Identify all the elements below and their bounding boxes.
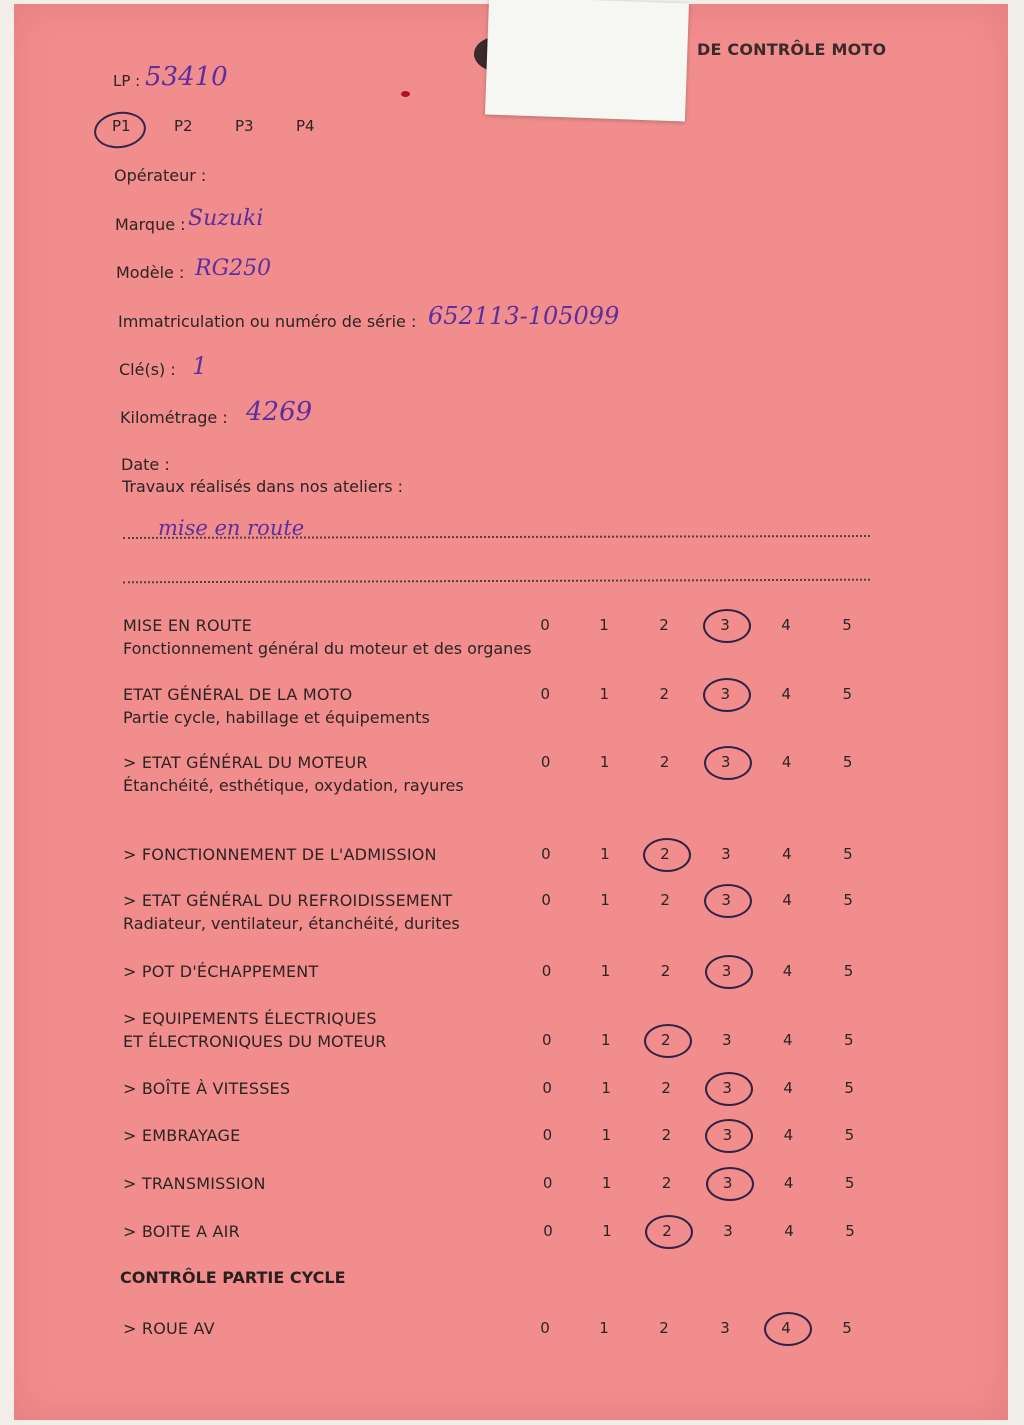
score-option-2[interactable]: 2: [660, 845, 670, 863]
score-option-2[interactable]: 2: [661, 1126, 672, 1144]
score-option-5[interactable]: 5: [842, 616, 852, 634]
tab-p4[interactable]: P4: [296, 117, 315, 135]
score-option-2[interactable]: 2: [659, 1319, 669, 1337]
score-option-2[interactable]: 2: [659, 685, 670, 703]
selected-score-circle: [703, 678, 751, 712]
score-option-1[interactable]: 1: [599, 1319, 609, 1337]
score-option-4[interactable]: 4: [784, 1222, 794, 1240]
score-option-1[interactable]: 1: [601, 1174, 612, 1192]
score-option-0[interactable]: 0: [541, 962, 552, 980]
score-option-3[interactable]: 3: [722, 1031, 732, 1049]
travaux-value: mise en route: [158, 516, 305, 540]
modele-value: RG250: [195, 256, 272, 281]
score-option-5[interactable]: 5: [842, 685, 853, 703]
row-title: > EQUIPEMENTS ÉLECTRIQUES: [123, 1009, 377, 1028]
selected-score-circle: [705, 955, 753, 989]
cles-label: Clé(s) :: [119, 360, 176, 379]
score-option-0[interactable]: 0: [542, 1079, 552, 1097]
km-value: 4269: [246, 397, 313, 427]
score-option-2[interactable]: 2: [662, 1222, 672, 1240]
modele-label: Modèle :: [116, 263, 185, 282]
score-option-4[interactable]: 4: [782, 891, 792, 909]
score-option-4[interactable]: 4: [783, 1174, 794, 1192]
score-option-0[interactable]: 0: [540, 685, 551, 703]
score-option-4[interactable]: 4: [782, 845, 792, 863]
travaux-label: Travaux réalisés dans nos ateliers :: [122, 477, 404, 496]
paper-sticker: [485, 0, 689, 121]
score-option-2[interactable]: 2: [660, 891, 670, 909]
score-option-0[interactable]: 0: [541, 891, 551, 909]
score-option-0[interactable]: 0: [542, 1174, 553, 1192]
score-option-3[interactable]: 3: [720, 685, 731, 703]
score-option-0[interactable]: 0: [542, 1031, 552, 1049]
score-option-0[interactable]: 0: [540, 753, 551, 771]
row-title: > TRANSMISSION: [123, 1174, 266, 1193]
score-option-1[interactable]: 1: [600, 845, 610, 863]
tab-p3[interactable]: P3: [235, 117, 254, 135]
selected-score-circle: [705, 1072, 753, 1106]
row-title: MISE EN ROUTE: [123, 616, 252, 635]
score-option-4[interactable]: 4: [783, 1031, 793, 1049]
score-option-2[interactable]: 2: [661, 1079, 671, 1097]
score-option-4[interactable]: 4: [781, 1319, 791, 1337]
score-option-5[interactable]: 5: [844, 1079, 854, 1097]
score-option-5[interactable]: 5: [844, 1126, 855, 1144]
score-option-3[interactable]: 3: [721, 962, 732, 980]
score-option-3[interactable]: 3: [723, 1222, 733, 1240]
score-option-1[interactable]: 1: [599, 685, 610, 703]
score-option-4[interactable]: 4: [783, 1079, 793, 1097]
immat-value: 652113-105099: [428, 302, 620, 330]
score-option-3[interactable]: 3: [720, 616, 730, 634]
selected-score-circle: [644, 1024, 692, 1058]
row-title: > ETAT GÉNÉRAL DU REFROIDISSEMENT: [123, 891, 453, 910]
date-label: Date :: [121, 455, 170, 474]
row-subtitle: Fonctionnement général du moteur et des organes: [123, 639, 532, 658]
lp-value: 53410: [145, 62, 228, 92]
score-option-1[interactable]: 1: [601, 1079, 611, 1097]
row-title: > ROUE AV: [123, 1319, 215, 1338]
row-title: > BOÎTE À VITESSES: [123, 1079, 291, 1098]
score-option-1[interactable]: 1: [599, 616, 609, 634]
score-option-5[interactable]: 5: [843, 962, 854, 980]
selected-score-circle: [706, 1167, 754, 1201]
score-option-2[interactable]: 2: [661, 1031, 671, 1049]
row-title: ETAT GÉNÉRAL DE LA MOTO: [123, 685, 353, 704]
row-subtitle: ET ÉLECTRONIQUES DU MOTEUR: [123, 1032, 387, 1051]
row-subtitle: Étanchéité, esthétique, oxydation, rayures: [123, 776, 464, 795]
score-option-3[interactable]: 3: [721, 891, 731, 909]
row-title: > BOITE A AIR: [123, 1222, 240, 1241]
marque-value: Suzuki: [188, 206, 264, 231]
tab-p1[interactable]: P1: [112, 117, 131, 135]
score-option-2[interactable]: 2: [659, 753, 670, 771]
score-option-4[interactable]: 4: [781, 685, 792, 703]
score-option-4[interactable]: 4: [781, 616, 791, 634]
score-option-1[interactable]: 1: [599, 753, 610, 771]
score-option-4[interactable]: 4: [781, 753, 792, 771]
row-title: > FONCTIONNEMENT DE L'ADMISSION: [123, 845, 437, 864]
ink-spot: [401, 91, 410, 97]
score-option-4[interactable]: 4: [783, 1126, 794, 1144]
row-title: > ETAT GÉNÉRAL DU MOTEUR: [123, 753, 368, 772]
score-option-0[interactable]: 0: [541, 845, 551, 863]
row-title: > POT D'ÉCHAPPEMENT: [123, 962, 319, 981]
page-title: DE CONTRÔLE MOTO: [697, 40, 887, 59]
row-subtitle: Partie cycle, habillage et équipements: [123, 708, 430, 727]
operateur-label: Opérateur :: [114, 166, 207, 185]
score-option-2[interactable]: 2: [660, 962, 671, 980]
score-option-5[interactable]: 5: [842, 1319, 852, 1337]
score-option-3[interactable]: 3: [722, 1126, 733, 1144]
selected-score-circle: [703, 609, 751, 643]
score-option-0[interactable]: 0: [543, 1222, 553, 1240]
score-option-0[interactable]: 0: [542, 1126, 553, 1144]
selected-score-circle: [643, 838, 691, 872]
cles-value: 1: [192, 352, 208, 380]
tab-p2[interactable]: P2: [174, 117, 193, 135]
selected-score-circle: [704, 884, 752, 918]
row-subtitle: Radiateur, ventilateur, étanchéité, durites: [123, 914, 460, 933]
score-option-1[interactable]: 1: [601, 1031, 611, 1049]
score-option-2[interactable]: 2: [659, 616, 669, 634]
score-option-1[interactable]: 1: [600, 962, 611, 980]
score-option-3[interactable]: 3: [721, 845, 731, 863]
score-option-0[interactable]: 0: [540, 616, 550, 634]
score-option-1[interactable]: 1: [602, 1222, 612, 1240]
score-option-5[interactable]: 5: [844, 1174, 855, 1192]
score-option-5[interactable]: 5: [842, 753, 853, 771]
marque-label: Marque :: [115, 215, 186, 234]
km-label: Kilométrage :: [120, 408, 228, 427]
selected-score-circle: [704, 746, 752, 780]
score-option-5[interactable]: 5: [845, 1222, 855, 1240]
score-option-3[interactable]: 3: [720, 753, 731, 771]
score-option-5[interactable]: 5: [843, 845, 853, 863]
score-option-4[interactable]: 4: [782, 962, 793, 980]
score-option-1[interactable]: 1: [600, 891, 610, 909]
score-option-0[interactable]: 0: [540, 1319, 550, 1337]
score-option-1[interactable]: 1: [601, 1126, 612, 1144]
score-option-3[interactable]: 3: [720, 1319, 730, 1337]
immat-label: Immatriculation ou numéro de série :: [118, 312, 417, 331]
score-option-2[interactable]: 2: [661, 1174, 672, 1192]
section-title: CONTRÔLE PARTIE CYCLE: [120, 1268, 346, 1287]
score-option-3[interactable]: 3: [722, 1079, 732, 1097]
row-title: > EMBRAYAGE: [123, 1126, 241, 1145]
selected-score-circle: [764, 1312, 812, 1346]
score-option-5[interactable]: 5: [843, 891, 853, 909]
score-option-3[interactable]: 3: [722, 1174, 733, 1192]
lp-label: LP :: [113, 72, 141, 90]
selected-score-circle: [645, 1215, 693, 1249]
score-option-5[interactable]: 5: [844, 1031, 854, 1049]
